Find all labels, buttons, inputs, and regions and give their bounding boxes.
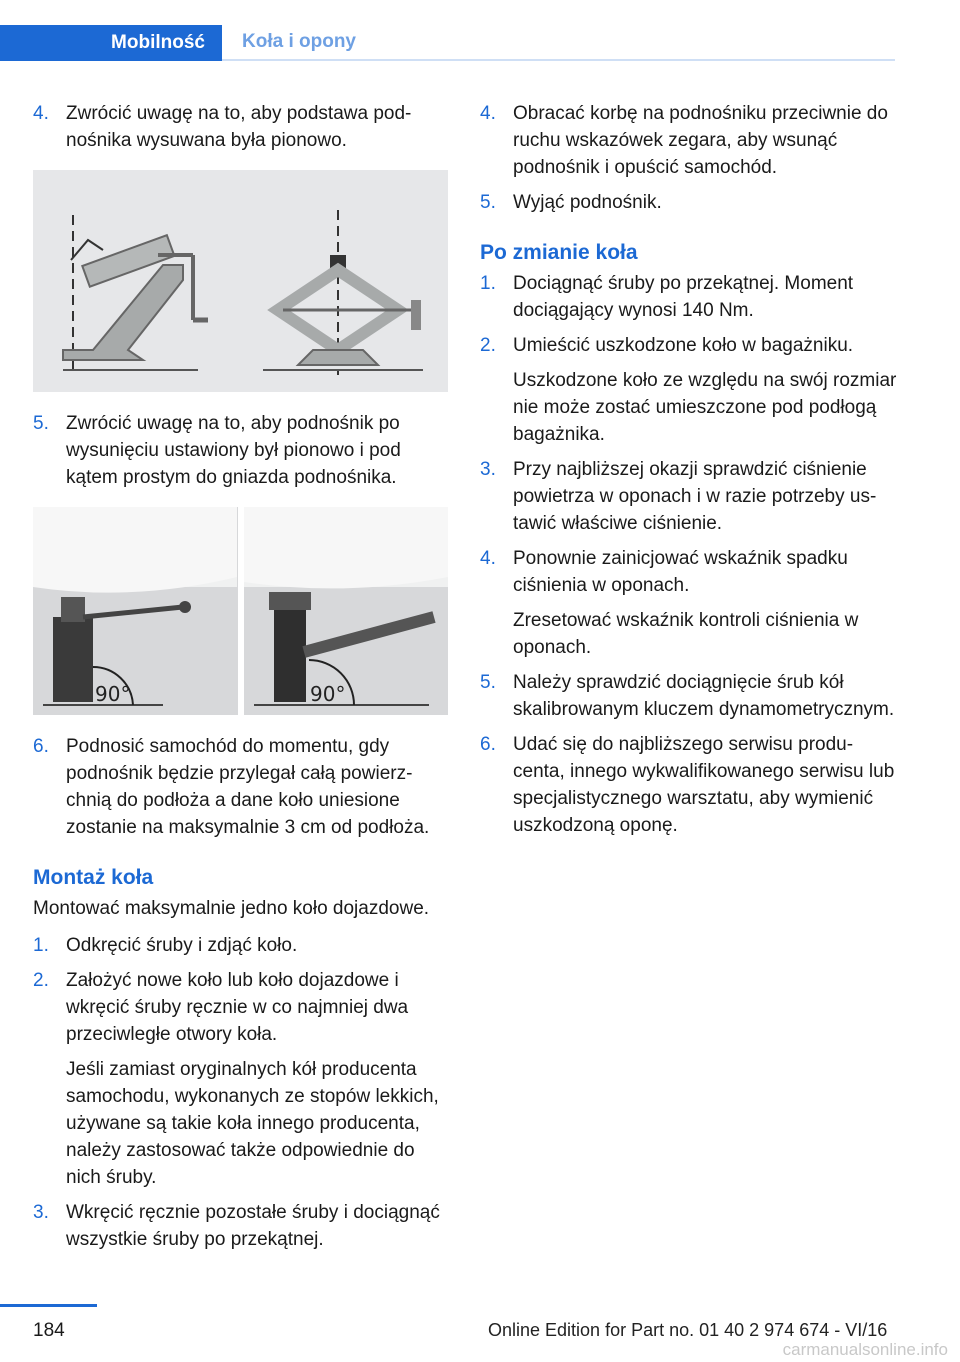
item-text: Podnosić samochód do momentu, gdy podnośnik będzie przylegał całą powierzchnią do podłoża a dane koło uniesione zostanie na maksymalnie 3 cm od podłoża. <box>66 736 430 838</box>
item-number: 5. <box>33 413 49 434</box>
tab-kola-i-opony[interactable]: Koła i opony <box>222 25 895 61</box>
item-main-text: Umieścić uszkodzone koło w bagażniku. <box>513 335 854 356</box>
item-text: Odkręcić śruby i zdjąć koło. <box>66 935 298 956</box>
item-number: 3. <box>480 459 496 480</box>
item-number: 4. <box>33 103 49 124</box>
item-text: Obracać korbę na podnośniku przeciwnie do ruchu wskazówek zegara, aby wsunąć podnośnik i opuścić samochód. <box>513 103 888 178</box>
list-item <box>33 733 448 841</box>
section-heading: Montaż koła <box>33 866 154 889</box>
jack-diagram-icon <box>33 170 448 392</box>
list-item <box>480 669 897 723</box>
item-subtext: Uszkodzone koło ze względu na swój rozmiar nie może zostać umieszczone pod podłogą bagażnika. <box>513 370 897 445</box>
item-number: 2. <box>33 970 49 991</box>
item-text: Wyjąć podnośnik. <box>513 192 662 213</box>
list-item <box>33 932 448 959</box>
list-item <box>480 332 897 448</box>
jack-illustration <box>33 170 448 392</box>
section-intro: Montować maksymalnie jedno koło dojazdowe. <box>33 898 430 919</box>
item-text <box>66 967 448 1191</box>
item-number: 4. <box>480 103 496 124</box>
left-column <box>33 100 448 1261</box>
list-item <box>33 410 448 491</box>
item-text: Wkręcić ręcznie pozostałe śruby i dociągnąć wszystkie śruby po przekątnej. <box>66 1202 440 1250</box>
item-text: Przy najbliższej okazji sprawdzić ciśnienie powietrza w oponach i w razie potrzeby ustawić właściwe ciśnienie. <box>513 459 877 534</box>
footer-accent-line <box>0 1304 97 1307</box>
item-number: 6. <box>33 736 49 757</box>
item-number: 6. <box>480 734 496 755</box>
item-text: Zwrócić uwagę na to, aby podnośnik po wysunięciu ustawiony był pionowo i pod kątem prostym do gniazda podnośnika. <box>66 413 401 488</box>
item-number: 5. <box>480 672 496 693</box>
tab-mobilnosc[interactable]: Mobilność <box>0 25 222 61</box>
item-number: 5. <box>480 192 496 213</box>
item-number: 4. <box>480 548 496 569</box>
item-number: 3. <box>33 1202 49 1223</box>
item-text: Dociągnąć śruby po przekątnej. Moment dociągający wynosi 140 Nm. <box>513 273 854 321</box>
right-column <box>480 100 897 847</box>
list-item <box>480 270 897 324</box>
edition-info: Online Edition for Part no. 01 40 2 974 674 - VI/16 <box>488 1320 888 1340</box>
item-number: 1. <box>33 935 49 956</box>
jack-photo-left <box>33 507 238 715</box>
item-text: Zwrócić uwagę na to, aby podstawa podnośnika wysuwana była pionowo. <box>66 103 412 151</box>
item-text: Należy sprawdzić dociągnięcie śrub kół skalibrowanym kluczem dynamometrycznym. <box>513 672 895 720</box>
list-item <box>33 967 448 1191</box>
watermark: carmanualsonline.info <box>782 1340 948 1359</box>
item-number: 1. <box>480 273 496 294</box>
item-text <box>513 545 897 661</box>
item-subtext: Zresetować wskaźnik kontroli ciśnienia w oponach. <box>513 610 859 658</box>
angle-label: 90° <box>95 682 131 706</box>
jack-photos <box>33 507 448 715</box>
angle-label: 90° <box>309 682 345 706</box>
list-item <box>480 100 897 181</box>
list-item <box>480 731 897 839</box>
item-main-text: Ponownie zainicjować wskaźnik spadku ciśnienia w oponach. <box>513 548 848 596</box>
item-number: 2. <box>480 335 496 356</box>
list-item <box>33 1199 448 1253</box>
page-number: 184 <box>33 1320 65 1341</box>
list-item <box>480 545 897 661</box>
section-heading: Po zmianie koła <box>480 241 638 264</box>
list-item <box>33 100 448 154</box>
list-item <box>480 456 897 537</box>
item-main-text: Założyć nowe koło lub koło dojazdowe i wkręcić śruby ręcznie w co najmniej dwa przeciwległe otwory koła. <box>66 970 409 1045</box>
item-text: Udać się do najbliższego serwisu producenta, innego wykwalifikowanego serwisu lub specjalistycznego warsztatu, aby wymienić uszkodzoną oponę. <box>513 734 895 836</box>
item-subtext: Jeśli zamiast oryginalnych kół producenta samochodu, wykonanych ze stopów lekkich, używane są takie koła innego producenta, należy zastosować także odpowiednie do nich śruby. <box>66 1059 439 1188</box>
list-item <box>480 189 897 216</box>
item-text <box>513 332 897 448</box>
jack-photo-right <box>244 507 449 715</box>
header-tabs <box>0 25 895 61</box>
